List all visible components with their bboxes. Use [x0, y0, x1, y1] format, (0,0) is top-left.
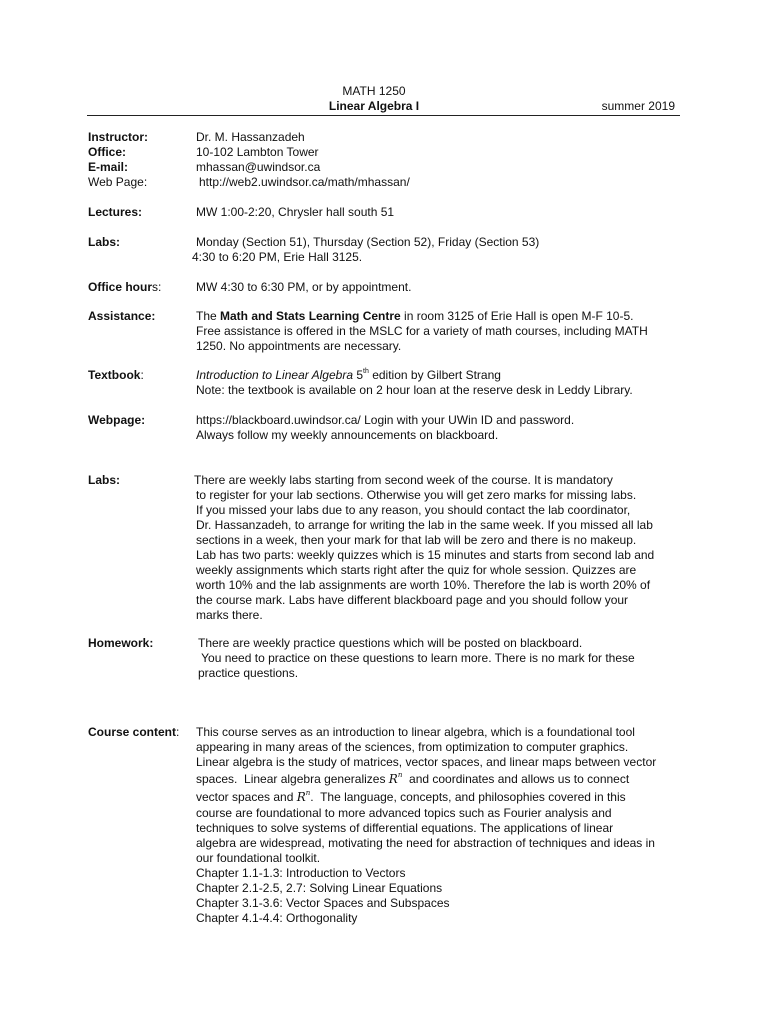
lectures-label: Lectures: — [88, 205, 143, 219]
math-r-n: $R^n$ — [296, 789, 311, 804]
office-hours-label: Office hours: — [88, 280, 162, 294]
lectures-text: MW 1:00-2:20, Chrysler hall south 51 — [196, 205, 395, 219]
homework-line-2: You need to practice on these questions to learn more. There is no mark for these — [198, 651, 635, 665]
labs-schedule-label: Labs: — [88, 235, 121, 249]
email-address[interactable]: mhassan@uwindsor.ca — [196, 160, 321, 174]
instructor-label: Instructor: — [88, 130, 148, 144]
instructor-name: Dr. M. Hassanzadeh — [196, 130, 305, 144]
assistance-label: Assistance: — [88, 309, 156, 323]
textbook-title: Introduction to Linear Algebra — [196, 368, 353, 382]
math-r-n: $R^n$ — [388, 771, 403, 786]
homework-label: Homework: — [88, 636, 154, 650]
webpage-link[interactable]: http://web2.uwindsor.ca/math/mhassan/ — [199, 175, 410, 189]
assistance-line-1: The Math and Stats Learning Centre in room 3125 of Erie Hall is open M-F 10-5. — [196, 309, 634, 323]
mslc-name: Math and Stats Learning Centre — [220, 309, 401, 323]
course-content-line: algebra are widespread, motivating the need for abstraction of techniques and ideas in — [196, 836, 655, 850]
office-location: 10-102 Lambton Tower — [196, 145, 319, 159]
labs-schedule-time: 4:30 to 6:20 PM, Erie Hall 3125. — [192, 250, 363, 264]
homework-line-1: There are weekly practice questions which will be posted on blackboard. — [198, 636, 583, 650]
term-label: summer 2019 — [601, 99, 675, 113]
labs-policy-text — [196, 473, 686, 623]
textbook-note: Note: the textbook is available on 2 hour loan at the reserve desk in Leddy Library. — [196, 383, 633, 397]
contact-section — [88, 130, 688, 190]
webpage-section-label: Webpage: — [88, 413, 146, 427]
webpage-label: Web Page: — [88, 175, 148, 189]
office-label: Office: — [88, 145, 127, 159]
chapter-item: Chapter 4.1-4.4: Orthogonality — [196, 911, 358, 925]
email-label: E-mail: — [88, 160, 129, 174]
homework-line-3: practice questions. — [198, 666, 299, 680]
chapter-item: Chapter 3.1-3.6: Vector Spaces and Subspaces — [196, 896, 450, 910]
labs-policy-line: weekly assignments which starts right after the quiz for whole session. Quizzes are — [196, 563, 637, 577]
textbook-label: Textbook: — [88, 368, 144, 382]
course-content-line: techniques to solve systems of differential equations. The applications of linear — [196, 821, 614, 835]
labs-policy-line: There are weekly labs starting from second week of the course. It is mandatory — [194, 473, 613, 487]
course-content-line: spaces. Linear algebra generalizes $R^n$ and coordinates and allows us to connect — [196, 771, 630, 786]
labs-policy-line: If you missed your labs due to any reason, you should contact the lab coordinator, — [196, 503, 631, 517]
chapter-item: Chapter 2.1-2.5, 2.7: Solving Linear Equations — [196, 881, 443, 895]
course-content-line: vector spaces and $R^n$. The language, concepts, and philosophies covered in this — [196, 789, 626, 804]
labs-policy-line: Lab has two parts: weekly quizzes which is 15 minutes and starts from second lab and — [196, 548, 655, 562]
course-content-line: course are foundational to more advanced topics such as Fourier analysis and — [196, 806, 612, 820]
labs-policy-line: the course mark. Labs have different blackboard page and you should follow your — [196, 593, 629, 607]
assistance-line-3: 1250. No appointments are necessary. — [196, 339, 402, 353]
labs-policy-line: Dr. Hassanzadeh, to arrange for writing the lab in the same week. If you missed all lab — [196, 518, 653, 532]
labs-policy-line: marks there. — [196, 608, 263, 622]
office-hours-text: MW 4:30 to 6:30 PM, or by appointment. — [196, 280, 412, 294]
course-title: Linear Algebra I — [328, 99, 420, 113]
labs-policy-line: to register for your lab sections. Otherwise you will get zero marks for missing labs. — [196, 488, 637, 502]
labs-policy-label: Labs: — [88, 473, 121, 487]
labs-schedule-sections: Monday (Section 51), Thursday (Section 52), Friday (Section 53) — [196, 235, 540, 249]
header-divider — [87, 115, 680, 116]
course-content-line: This course serves as an introduction to linear algebra, which is a foundational tool — [196, 725, 635, 739]
assistance-line-2: Free assistance is offered in the MSLC for a variety of math courses, including MATH — [196, 324, 648, 338]
course-code: MATH 1250 — [342, 84, 406, 98]
labs-policy-line: sections in a week, then your mark for that lab will be zero and there is no makeup. — [196, 533, 637, 547]
course-content-line: Linear algebra is the study of matrices, vector spaces, and linear maps between vector — [196, 755, 657, 769]
course-content-label: Course content: — [88, 725, 180, 739]
course-content-line: appearing in many areas of the sciences, from optimization to computer graphics. — [196, 740, 629, 754]
blackboard-announcements-line: Always follow my weekly announcements on blackboard. — [196, 428, 499, 442]
blackboard-login-line[interactable]: https://blackboard.uwindsor.ca/ Login with your UWin ID and password. — [196, 413, 575, 427]
labs-policy-line: worth 10% and the lab assignments are worth 10%. Therefore the lab is worth 20% of — [196, 578, 651, 592]
chapter-item: Chapter 1.1-1.3: Introduction to Vectors — [196, 866, 406, 880]
course-content-line: our foundational toolkit. — [196, 851, 321, 865]
textbook-title-line: Introduction to Linear Algebra 5th edition by Gilbert Strang — [196, 368, 501, 382]
